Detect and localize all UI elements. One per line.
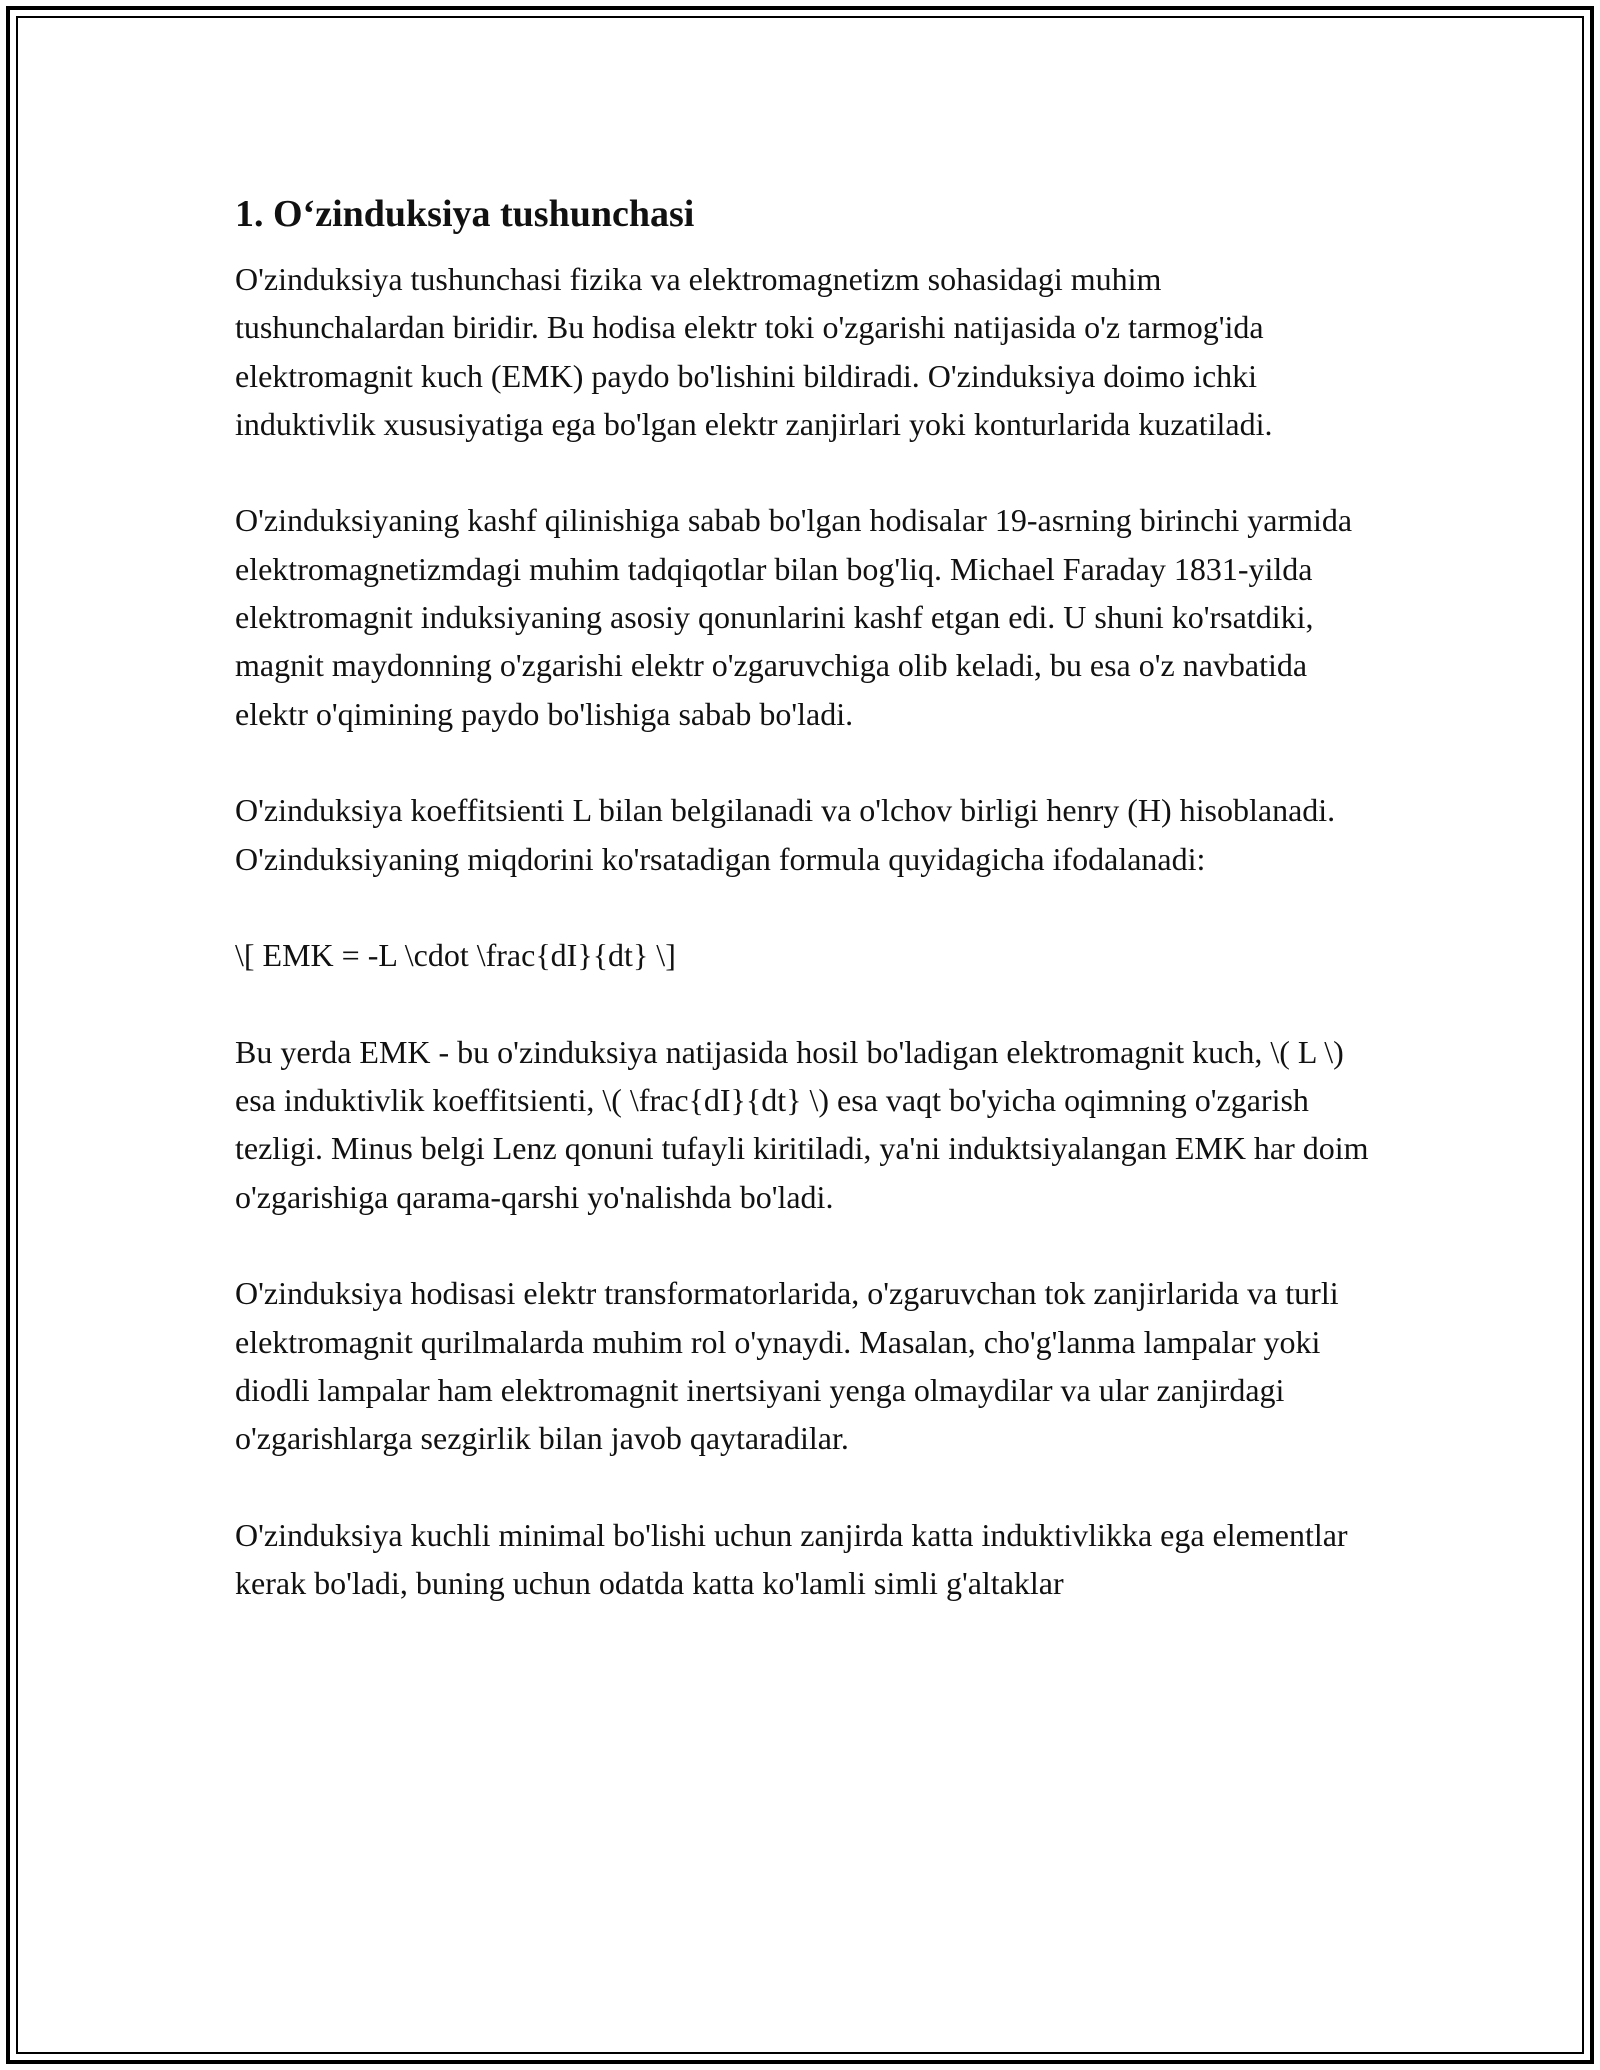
document-body xyxy=(235,188,1375,1656)
paragraph-formula-explanation: Bu yerda EMK - bu o'zinduksiya natijasida hosil bo'ladigan elektromagnit kuch, \( L \) esa induktivlik koeffitsienti, \( \frac{dI}{dt} \) esa vaqt bo'yicha oqimning o'zgarish tezligi. Minus belgi Lenz qonuni tufayli kiritiladi, ya'ni induktsiyalangan EMK har doim o'zgarishiga qarama-qarshi yo'nalishda bo'ladi. xyxy=(235,1033,1369,1215)
paragraph-applications: O'zinduksiya hodisasi elektr transformatorlarida, o'zgaruvchan tok zanjirlarida va turli elektromagnit qurilmalarda muhim rol o'ynaydi. Masalan, cho'g'lanma lampalar yoki diodli lampalar ham elektromagnit inertsiyani yenga olmaydilar va ular zanjirdagi o'zgarishlarga sezgirlik bilan javob qaytaradilar. xyxy=(235,1275,1339,1457)
paragraph-inductance-elements: O'zinduksiya kuchli minimal bo'lishi uchun zanjirda katta induktivlikka ega elementlar kerak bo'ladi, buning uchun odatda katta ko'lamli simli g'altaklar xyxy=(235,1516,1348,1602)
paragraph-coefficient: O'zinduksiya koeffitsienti L bilan belgilanadi va o'lchov birligi henry (H) hisoblanadi. O'zinduksiyaning miqdorini ko'rsatadigan formula quyidagicha ifodalanadi: xyxy=(235,792,1336,877)
formula-line: \[ EMK = -L \cdot \frac{dI}{dt} \] xyxy=(235,937,676,974)
paragraph-intro: O'zinduksiya tushunchasi fizika va elektromagnetizm sohasidagi muhim tushunchalardan biridir. Bu hodisa elektr toki o'zgarishi natijasida o'z tarmog'ida elektromagnit kuch (EMK) paydo bo'lishini bildiradi. O'zinduksiya doimo ichki induktivlik xususiyatiga ega bo'lgan elektr zanjirlari yoki konturlarida kuzatiladi. xyxy=(235,261,1273,442)
paragraph-history: O'zinduksiyaning kashf qilinishiga sabab bo'lgan hodisalar 19-asrning birinchi yarmida elektromagnetizmdagi muhim tadqiqotlar bilan bog'liq. Michael Faraday 1831-yilda elektromagnit induksiyaning asosiy qonunlarini kashf etgan edi. U shuni ko'rsatdiki, magnit maydonning o'zgarishi elektr o'zgaruvchiga olib keladi, bu esa o'z navbatida elektr o'qimining paydo bo'lishiga sabab bo'ladi. xyxy=(235,502,1353,732)
section-heading: 1. O‘zinduksiya tushunchasi xyxy=(235,193,695,235)
